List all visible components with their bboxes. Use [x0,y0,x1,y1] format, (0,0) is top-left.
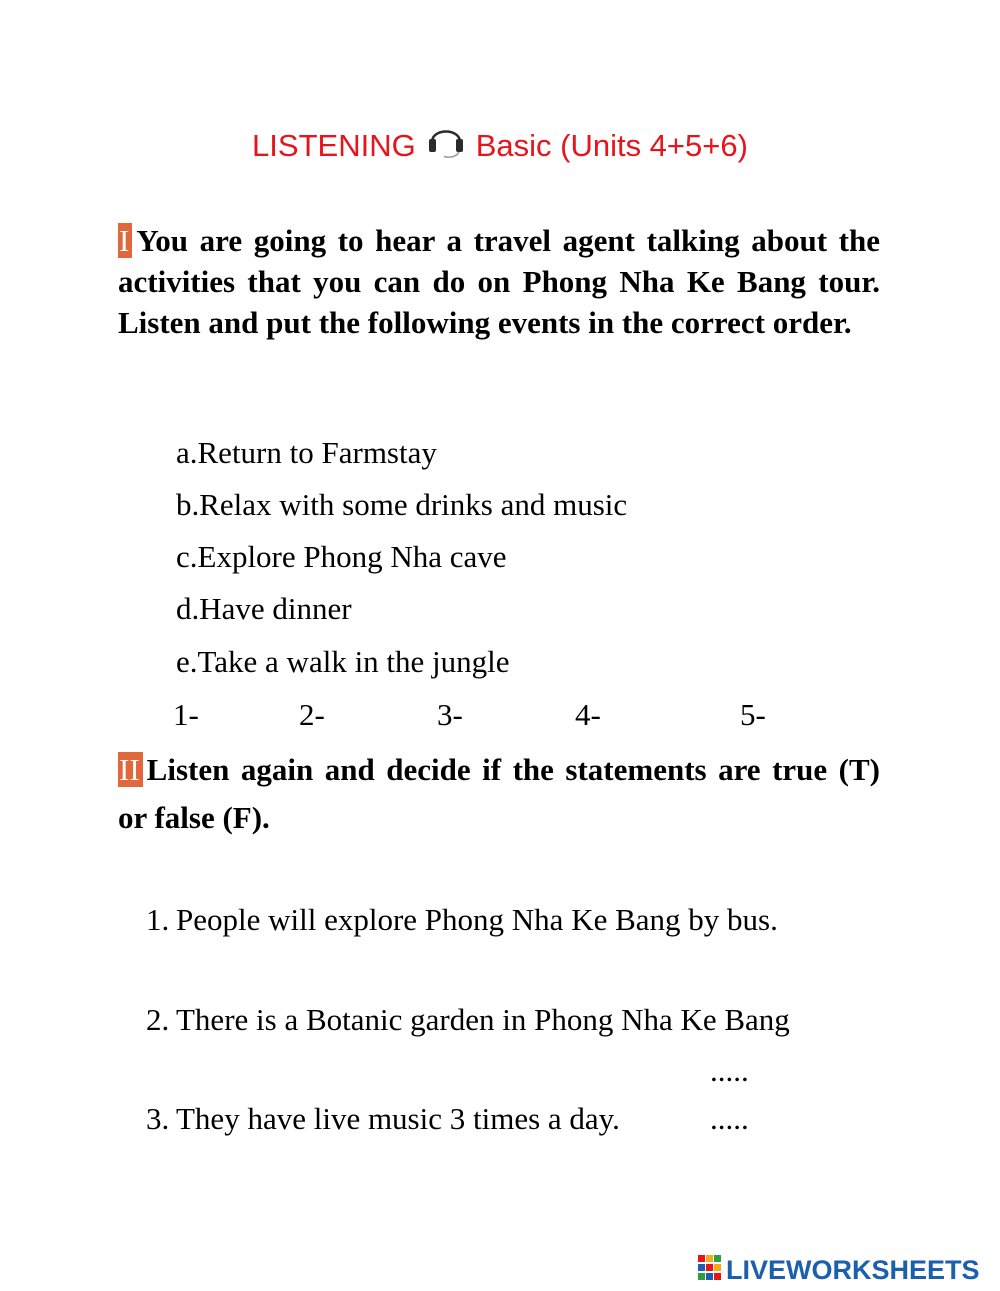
list-item: a.Return to Farmstay [176,435,437,470]
list-item: c.Explore Phong Nha cave [176,539,507,574]
order-slot-1[interactable]: 1- [173,697,199,732]
title-right-text: Basic (Units 4+5+6) [475,128,748,163]
section-1-instruction [118,220,880,343]
headphones-icon [426,118,466,166]
order-slot-3[interactable]: 3- [437,697,463,732]
section-2-numeral: II [118,752,143,787]
order-slot-2[interactable]: 2- [299,697,325,732]
answer-blank-3[interactable]: ..... [710,1101,749,1136]
list-item: e.Take a walk in the jungle [176,644,510,679]
liveworksheets-logo[interactable] [698,1254,980,1286]
title-left-text: LISTENING [252,128,416,163]
statement-3 [118,1095,880,1143]
list-item: d.Have dinner [176,591,352,626]
logo-text: LIVEWORKSHEETS [726,1254,980,1285]
page-title [0,118,1000,166]
statement-number: 3. [146,1101,170,1136]
statement-2 [118,996,880,1044]
section-1-text: You are going to hear a travel agent talking about the activities that you can do on Phong Nha Ke Bang tour. Listen and put the following events in the correct order. [118,223,880,340]
list-item: b.Relax with some drinks and music [176,487,628,522]
order-slot-4[interactable]: 4- [575,697,601,732]
statement-text: They have live music 3 times a day. [176,1101,620,1136]
statement-1 [118,896,880,944]
section-2-text: Listen again and decide if the statements are true (T) or false (F). [118,752,880,835]
statement-text: People will explore Phong Nha Ke Bang by bus. [176,902,778,937]
answer-blank-2[interactable]: ..... [710,1053,749,1088]
statement-number: 1. [146,902,170,937]
order-slot-5[interactable]: 5- [740,697,766,732]
statement-text: There is a Botanic garden in Phong Nha Ke Bang [176,1002,790,1037]
liveworksheets-logo-icon [698,1255,722,1286]
section-1-numeral: I [118,223,132,258]
statement-number: 2. [146,1002,170,1037]
section-2-instruction [118,746,880,842]
